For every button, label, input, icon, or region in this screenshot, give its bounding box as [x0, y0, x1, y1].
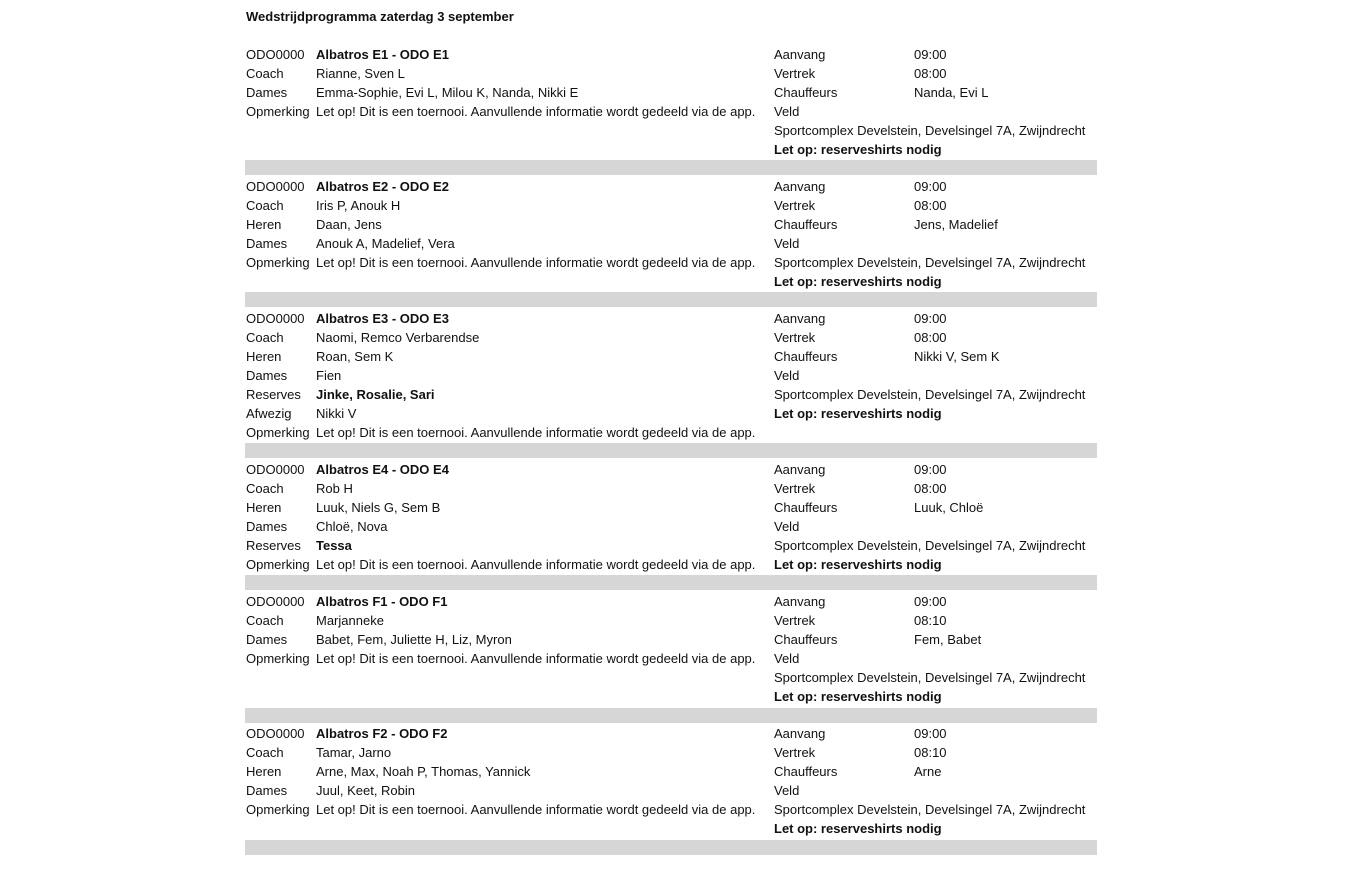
match-separator — [245, 708, 1097, 723]
match-separator — [245, 840, 1097, 855]
vertrek-label: Vertrek — [774, 330, 816, 345]
heren-label: Heren — [246, 500, 282, 515]
aanvang-value: 09:00 — [914, 594, 947, 609]
chauffeurs-label: Chauffeurs — [774, 217, 838, 232]
coach-label: Coach — [246, 613, 284, 628]
match-separator — [245, 575, 1097, 590]
heren-value: Arne, Max, Noah P, Thomas, Yannick — [316, 764, 531, 779]
vertrek-label: Vertrek — [774, 481, 816, 496]
coach-label: Coach — [246, 66, 284, 81]
opmerking-label: Opmerking — [246, 425, 310, 440]
match-name: Albatros E1 - ODO E1 — [316, 47, 449, 62]
reserveshirts-note: Let op: reserveshirts nodig — [774, 689, 942, 704]
dames-label: Dames — [246, 236, 288, 251]
veld-label: Veld — [774, 651, 800, 666]
vertrek-value: 08:00 — [914, 330, 947, 345]
coach-value: Tamar, Jarno — [316, 745, 392, 760]
afwezig-value: Nikki V — [316, 406, 357, 421]
match-name: Albatros F2 - ODO F2 — [316, 726, 448, 741]
match-separator — [245, 443, 1097, 458]
vertrek-label: Vertrek — [774, 198, 816, 213]
opmerking-label: Opmerking — [246, 802, 310, 817]
match-code: ODO0000 — [246, 594, 305, 609]
veld-label: Veld — [774, 519, 800, 534]
chauffeurs-value: Jens, Madelief — [914, 217, 998, 232]
reserveshirts-note: Let op: reserveshirts nodig — [774, 557, 942, 572]
reserveshirts-note: Let op: reserveshirts nodig — [774, 142, 942, 157]
veld-label: Veld — [774, 104, 800, 119]
location-value: Sportcomplex Develstein, Develsingel 7A, Zwijndrecht — [774, 255, 1086, 270]
opmerking-label: Opmerking — [246, 255, 310, 270]
aanvang-value: 09:00 — [914, 311, 947, 326]
chauffeurs-label: Chauffeurs — [774, 349, 838, 364]
vertrek-value: 08:00 — [914, 481, 947, 496]
aanvang-label: Aanvang — [774, 47, 826, 62]
heren-value: Roan, Sem K — [316, 349, 394, 364]
location-value: Sportcomplex Develstein, Develsingel 7A, Zwijndrecht — [774, 670, 1086, 685]
chauffeurs-value: Luuk, Chloë — [914, 500, 984, 515]
heren-value: Luuk, Niels G, Sem B — [316, 500, 441, 515]
location-value: Sportcomplex Develstein, Develsingel 7A, Zwijndrecht — [774, 538, 1086, 553]
chauffeurs-label: Chauffeurs — [774, 632, 838, 647]
vertrek-label: Vertrek — [774, 66, 816, 81]
vertrek-value: 08:00 — [914, 198, 947, 213]
match-code: ODO0000 — [246, 179, 305, 194]
heren-label: Heren — [246, 349, 282, 364]
chauffeurs-value: Nanda, Evi L — [914, 85, 989, 100]
vertrek-value: 08:10 — [914, 745, 947, 760]
dames-label: Dames — [246, 783, 288, 798]
aanvang-value: 09:00 — [914, 462, 947, 477]
aanvang-value: 09:00 — [914, 726, 947, 741]
veld-label: Veld — [774, 368, 800, 383]
aanvang-label: Aanvang — [774, 311, 826, 326]
opmerking-value: Let op! Dit is een toernooi. Aanvullende informatie wordt gedeeld via de app. — [316, 425, 756, 440]
coach-value: Rianne, Sven L — [316, 66, 405, 81]
page-title: Wedstrijdprogramma zaterdag 3 september — [246, 9, 514, 24]
match-code: ODO0000 — [246, 47, 305, 62]
opmerking-value: Let op! Dit is een toernooi. Aanvullende informatie wordt gedeeld via de app. — [316, 104, 756, 119]
veld-label: Veld — [774, 236, 800, 251]
reserves-label: Reserves — [246, 387, 301, 402]
aanvang-label: Aanvang — [774, 179, 826, 194]
coach-label: Coach — [246, 330, 284, 345]
match-name: Albatros F1 - ODO F1 — [316, 594, 448, 609]
veld-label: Veld — [774, 783, 800, 798]
dames-value: Emma-Sophie, Evi L, Milou K, Nanda, Nikki E — [316, 85, 579, 100]
heren-label: Heren — [246, 217, 282, 232]
opmerking-value: Let op! Dit is een toernooi. Aanvullende informatie wordt gedeeld via de app. — [316, 802, 756, 817]
dames-value: Juul, Keet, Robin — [316, 783, 416, 798]
heren-value: Daan, Jens — [316, 217, 382, 232]
match-name: Albatros E2 - ODO E2 — [316, 179, 449, 194]
reserves-label: Reserves — [246, 538, 301, 553]
opmerking-value: Let op! Dit is een toernooi. Aanvullende informatie wordt gedeeld via de app. — [316, 651, 756, 666]
dames-label: Dames — [246, 368, 288, 383]
coach-value: Naomi, Remco Verbarendse — [316, 330, 480, 345]
vertrek-value: 08:10 — [914, 613, 947, 628]
opmerking-value: Let op! Dit is een toernooi. Aanvullende informatie wordt gedeeld via de app. — [316, 255, 756, 270]
vertrek-value: 08:00 — [914, 66, 947, 81]
aanvang-label: Aanvang — [774, 594, 826, 609]
coach-label: Coach — [246, 745, 284, 760]
afwezig-label: Afwezig — [246, 406, 292, 421]
coach-value: Rob H — [316, 481, 353, 496]
chauffeurs-value: Nikki V, Sem K — [914, 349, 1000, 364]
dames-value: Babet, Fem, Juliette H, Liz, Myron — [316, 632, 512, 647]
location-value: Sportcomplex Develstein, Develsingel 7A, Zwijndrecht — [774, 802, 1086, 817]
opmerking-label: Opmerking — [246, 104, 310, 119]
match-name: Albatros E4 - ODO E4 — [316, 462, 449, 477]
vertrek-label: Vertrek — [774, 613, 816, 628]
match-code: ODO0000 — [246, 462, 305, 477]
reserves-value: Jinke, Rosalie, Sari — [316, 387, 435, 402]
dames-value: Anouk A, Madelief, Vera — [316, 236, 455, 251]
aanvang-value: 09:00 — [914, 47, 947, 62]
location-value: Sportcomplex Develstein, Develsingel 7A, Zwijndrecht — [774, 387, 1086, 402]
match-code: ODO0000 — [246, 726, 305, 741]
chauffeurs-label: Chauffeurs — [774, 85, 838, 100]
opmerking-label: Opmerking — [246, 651, 310, 666]
match-separator — [245, 160, 1097, 175]
heren-label: Heren — [246, 764, 282, 779]
match-name: Albatros E3 - ODO E3 — [316, 311, 449, 326]
location-value: Sportcomplex Develstein, Develsingel 7A, Zwijndrecht — [774, 123, 1086, 138]
reserveshirts-note: Let op: reserveshirts nodig — [774, 274, 942, 289]
match-separator — [245, 292, 1097, 307]
dames-value: Chloë, Nova — [316, 519, 388, 534]
coach-value: Marjanneke — [316, 613, 384, 628]
coach-label: Coach — [246, 481, 284, 496]
aanvang-label: Aanvang — [774, 726, 826, 741]
dames-label: Dames — [246, 632, 288, 647]
chauffeurs-label: Chauffeurs — [774, 500, 838, 515]
opmerking-label: Opmerking — [246, 557, 310, 572]
vertrek-label: Vertrek — [774, 745, 816, 760]
reserves-value: Tessa — [316, 538, 352, 553]
aanvang-label: Aanvang — [774, 462, 826, 477]
opmerking-value: Let op! Dit is een toernooi. Aanvullende informatie wordt gedeeld via de app. — [316, 557, 756, 572]
dames-label: Dames — [246, 85, 288, 100]
coach-value: Iris P, Anouk H — [316, 198, 401, 213]
chauffeurs-value: Arne — [914, 764, 942, 779]
aanvang-value: 09:00 — [914, 179, 947, 194]
reserveshirts-note: Let op: reserveshirts nodig — [774, 821, 942, 836]
chauffeurs-label: Chauffeurs — [774, 764, 838, 779]
coach-label: Coach — [246, 198, 284, 213]
dames-value: Fien — [316, 368, 342, 383]
dames-label: Dames — [246, 519, 288, 534]
chauffeurs-value: Fem, Babet — [914, 632, 982, 647]
reserveshirts-note: Let op: reserveshirts nodig — [774, 406, 942, 421]
match-code: ODO0000 — [246, 311, 305, 326]
